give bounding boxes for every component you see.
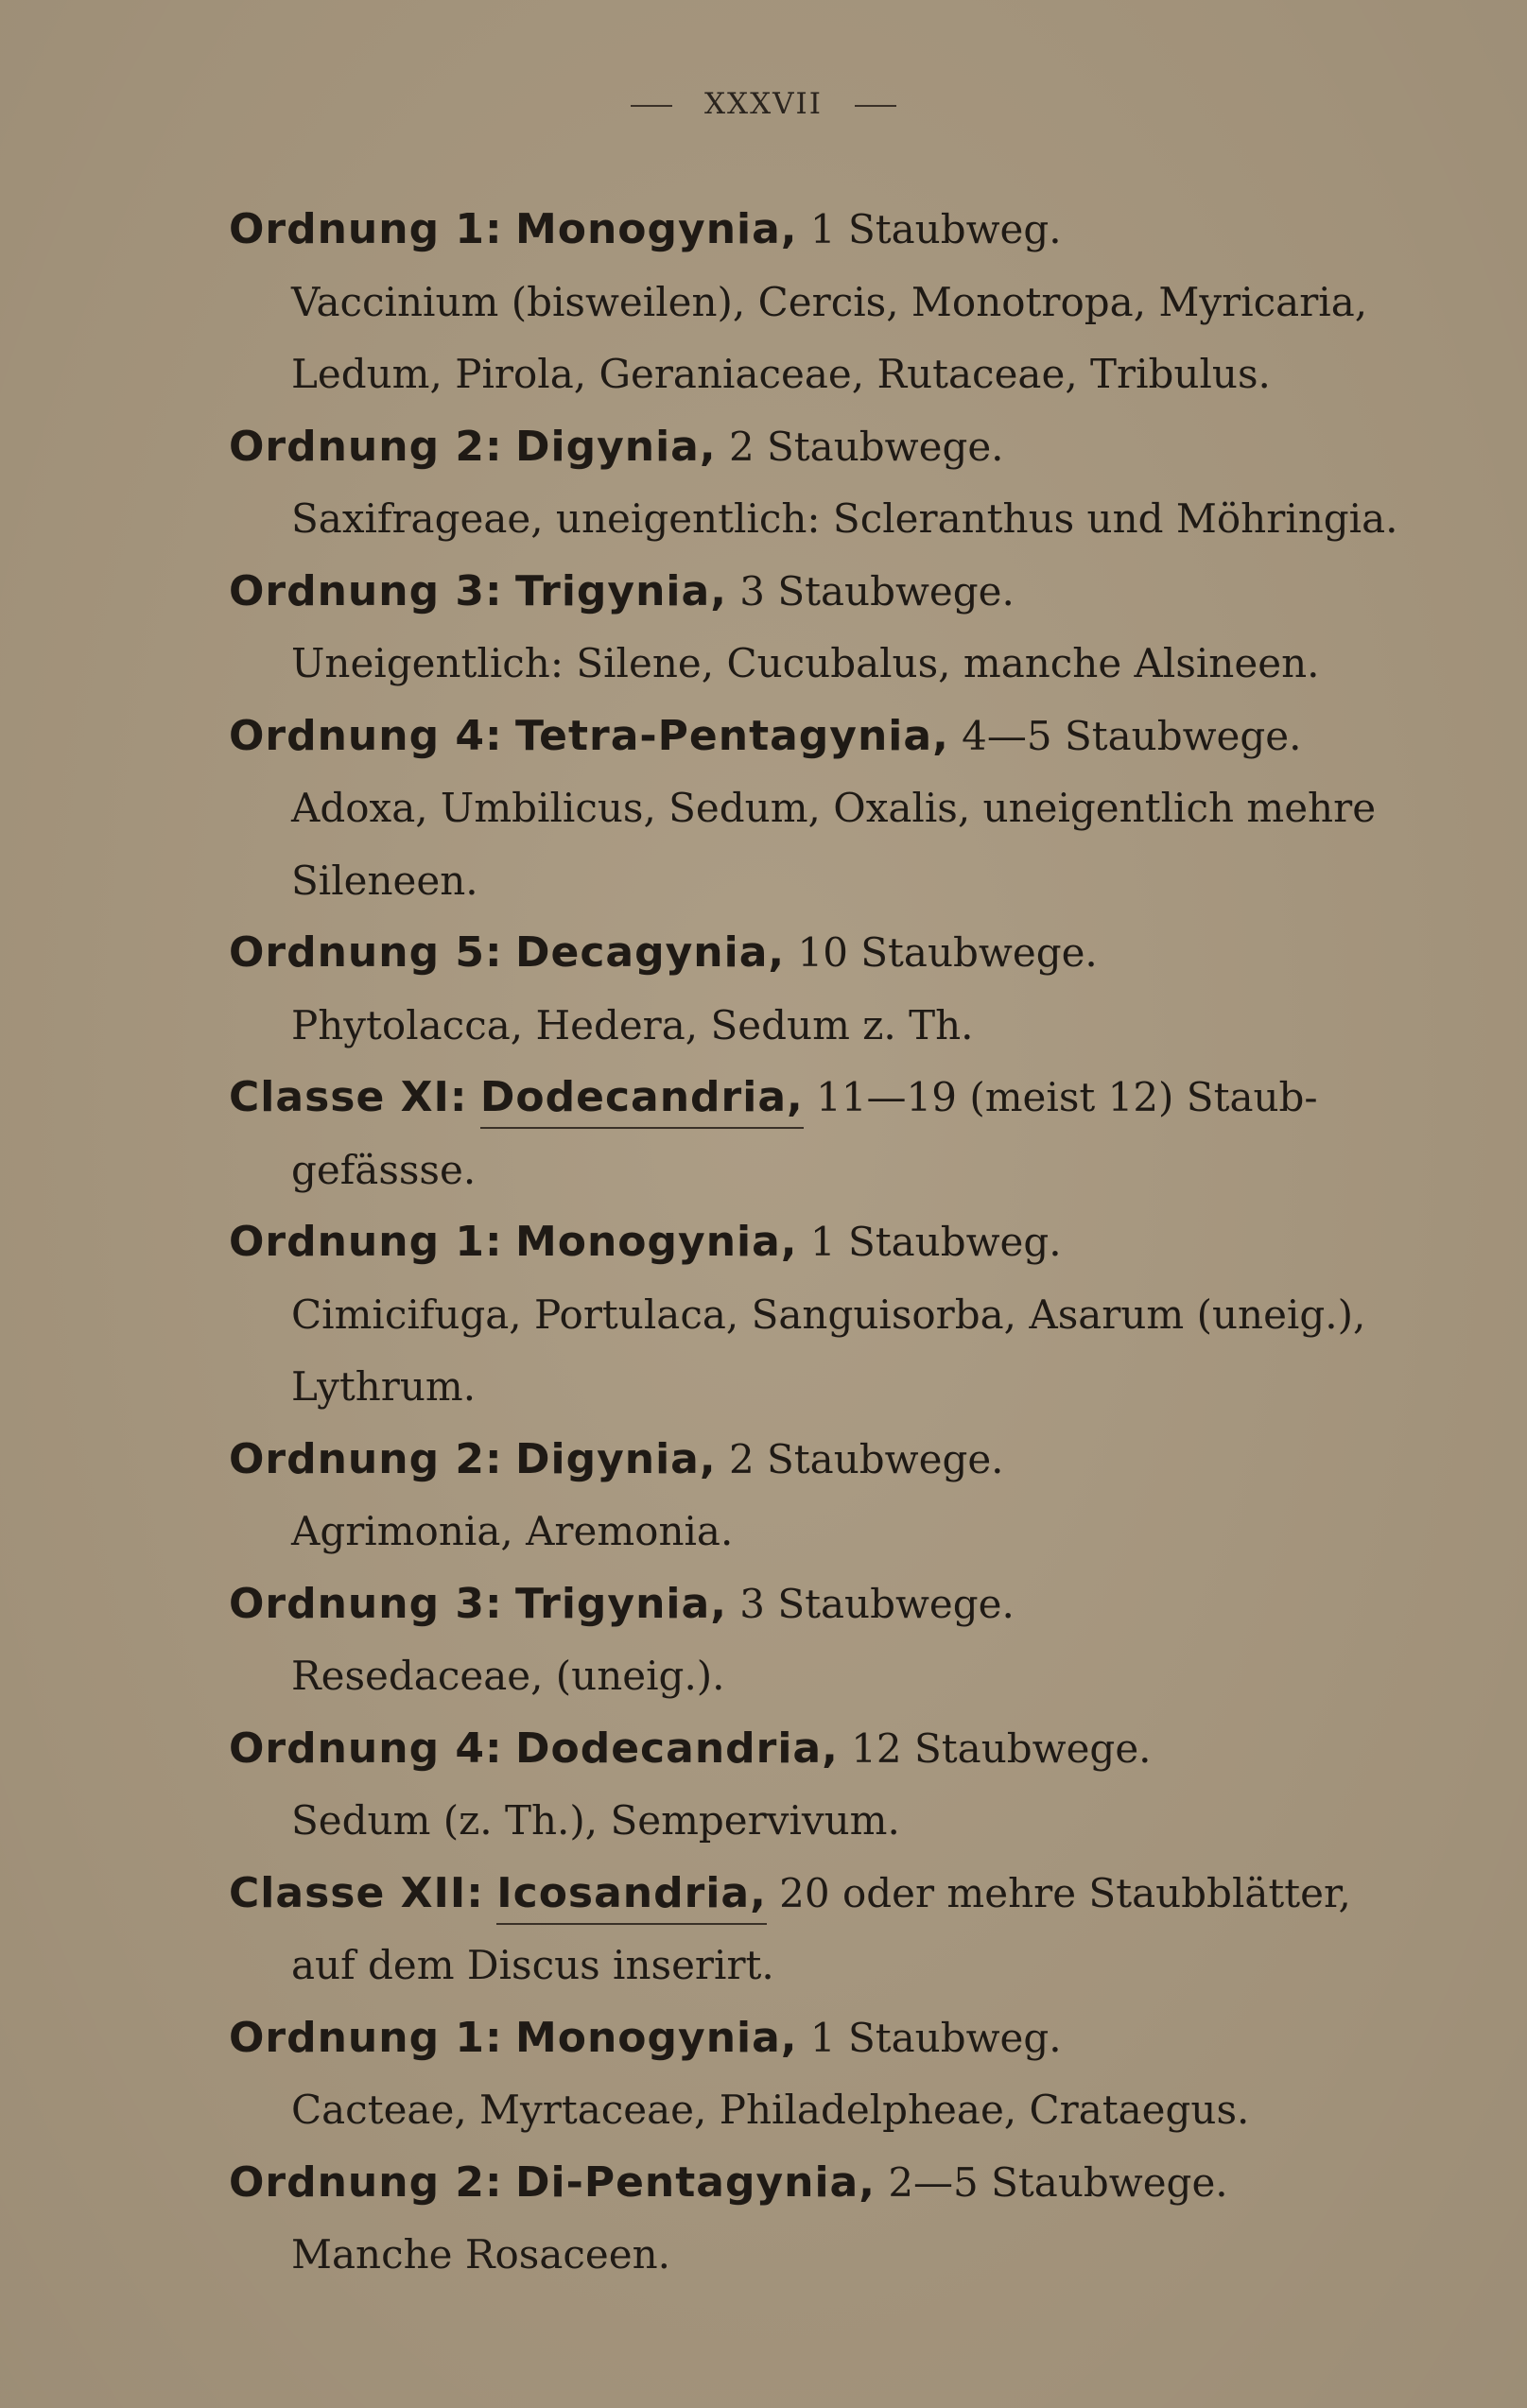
body-text-line: Manche Rosaceen. bbox=[291, 2231, 671, 2278]
page-header bbox=[0, 87, 1527, 121]
heading-label: Classe XI: bbox=[229, 1073, 468, 1121]
heading-label: Ordnung 3: bbox=[229, 1579, 503, 1628]
body-text-line: Adoxa, Umbilicus, Sedum, Oxalis, uneigentlich mehre bbox=[291, 785, 1377, 831]
section-heading bbox=[0, 2002, 1527, 2075]
heading-name: Icosandria, bbox=[496, 1869, 767, 1925]
heading-name: Trigynia, bbox=[514, 1579, 727, 1628]
heading-label: Ordnung 4: bbox=[229, 1724, 503, 1773]
section-heading bbox=[0, 556, 1527, 629]
heading-description: 2—5 Staubwege. bbox=[888, 2158, 1228, 2206]
header-dash-left bbox=[631, 105, 672, 107]
heading-label: Ordnung 4: bbox=[229, 711, 503, 760]
heading-name: Trigynia, bbox=[514, 566, 727, 615]
page-number: XXXVII bbox=[703, 87, 824, 121]
heading-description: 12 Staubwege. bbox=[851, 1724, 1152, 1772]
heading-label: Ordnung 1: bbox=[229, 2013, 503, 2062]
body-text-line: auf dem Discus inserirt. bbox=[291, 1942, 774, 1988]
heading-name: Monogynia, bbox=[514, 1218, 798, 1266]
heading-description: 1 Staubweg. bbox=[809, 2014, 1062, 2061]
heading-description: 11—19 (meist 12) Staub- bbox=[816, 1074, 1318, 1120]
heading-description: 4—5 Staubwege. bbox=[962, 712, 1302, 759]
heading-label: Ordnung 2: bbox=[229, 2157, 503, 2207]
heading-description: 2 Staubwege. bbox=[728, 423, 1004, 470]
heading-name: Digynia, bbox=[514, 422, 717, 471]
body-text-line: Vaccinium (bisweilen), Cercis, Monotropa, Myricaria, bbox=[291, 278, 1368, 325]
heading-description: 20 oder mehre Staubblätter, bbox=[779, 1869, 1351, 1916]
section-heading bbox=[0, 1568, 1527, 1641]
body-text-line: Cacteae, Myrtaceae, Philadelpheae, Crataegus. bbox=[291, 2087, 1250, 2133]
heading-name: Tetra-Pentagynia, bbox=[514, 711, 949, 760]
body-text-line: Uneigentlich: Silene, Cucubalus, manche Alsineen. bbox=[291, 640, 1320, 686]
heading-description: 1 Staubweg. bbox=[809, 206, 1062, 252]
body-text-line: Lythrum. bbox=[291, 1363, 477, 1410]
heading-label: Ordnung 1: bbox=[229, 205, 503, 253]
section-heading bbox=[0, 411, 1527, 484]
heading-label: Ordnung 5: bbox=[229, 928, 503, 977]
body-text-line: Cimicifuga, Portulaca, Sanguisorba, Asarum (uneig.), bbox=[291, 1291, 1366, 1338]
body-text-line: Sedum (z. Th.), Sempervivum. bbox=[291, 1797, 900, 1844]
body-text-line: Phytolacca, Hedera, Sedum z. Th. bbox=[291, 1001, 974, 1048]
section-heading bbox=[0, 1062, 1527, 1135]
heading-label: Classe XII: bbox=[229, 1868, 484, 1917]
section-heading bbox=[0, 194, 1527, 267]
body-text-line: Sileneen. bbox=[291, 857, 478, 904]
section-heading bbox=[0, 701, 1527, 773]
heading-description: 1 Staubweg. bbox=[809, 1219, 1062, 1265]
heading-name: Dodecandria, bbox=[480, 1073, 804, 1129]
page-body bbox=[0, 194, 1527, 2292]
section-heading bbox=[0, 1206, 1527, 1279]
heading-name: Dodecandria, bbox=[514, 1724, 839, 1773]
body-text-line: gefässse. bbox=[291, 1146, 477, 1193]
heading-label: Ordnung 3: bbox=[229, 566, 503, 615]
heading-name: Digynia, bbox=[514, 1434, 717, 1483]
heading-label: Ordnung 1: bbox=[229, 1218, 503, 1266]
section-heading bbox=[0, 2147, 1527, 2220]
heading-name: Decagynia, bbox=[514, 928, 786, 977]
body-text-line: Resedaceae, (uneig.). bbox=[291, 1653, 725, 1699]
body-text-line: Saxifrageae, uneigentlich: Scleranthus und Möhringia. bbox=[291, 495, 1398, 542]
body-text-line: Ledum, Pirola, Geraniaceae, Rutaceae, Tribulus. bbox=[291, 351, 1271, 397]
heading-description: 3 Staubwege. bbox=[739, 567, 1015, 615]
heading-name: Di-Pentagynia, bbox=[514, 2157, 876, 2207]
heading-label: Ordnung 2: bbox=[229, 1434, 503, 1483]
heading-description: 2 Staubwege. bbox=[728, 1435, 1004, 1482]
heading-label: Ordnung 2: bbox=[229, 422, 503, 471]
section-heading bbox=[0, 1858, 1527, 1931]
heading-name: Monogynia, bbox=[514, 2013, 798, 2062]
heading-description: 10 Staubwege. bbox=[797, 929, 1098, 976]
section-heading bbox=[0, 1713, 1527, 1786]
heading-description: 3 Staubwege. bbox=[739, 1580, 1015, 1627]
section-heading bbox=[0, 917, 1527, 990]
header-dash-right bbox=[855, 105, 896, 107]
section-heading bbox=[0, 1424, 1527, 1497]
heading-name: Monogynia, bbox=[514, 205, 798, 253]
body-text-line: Agrimonia, Aremonia. bbox=[291, 1508, 734, 1554]
